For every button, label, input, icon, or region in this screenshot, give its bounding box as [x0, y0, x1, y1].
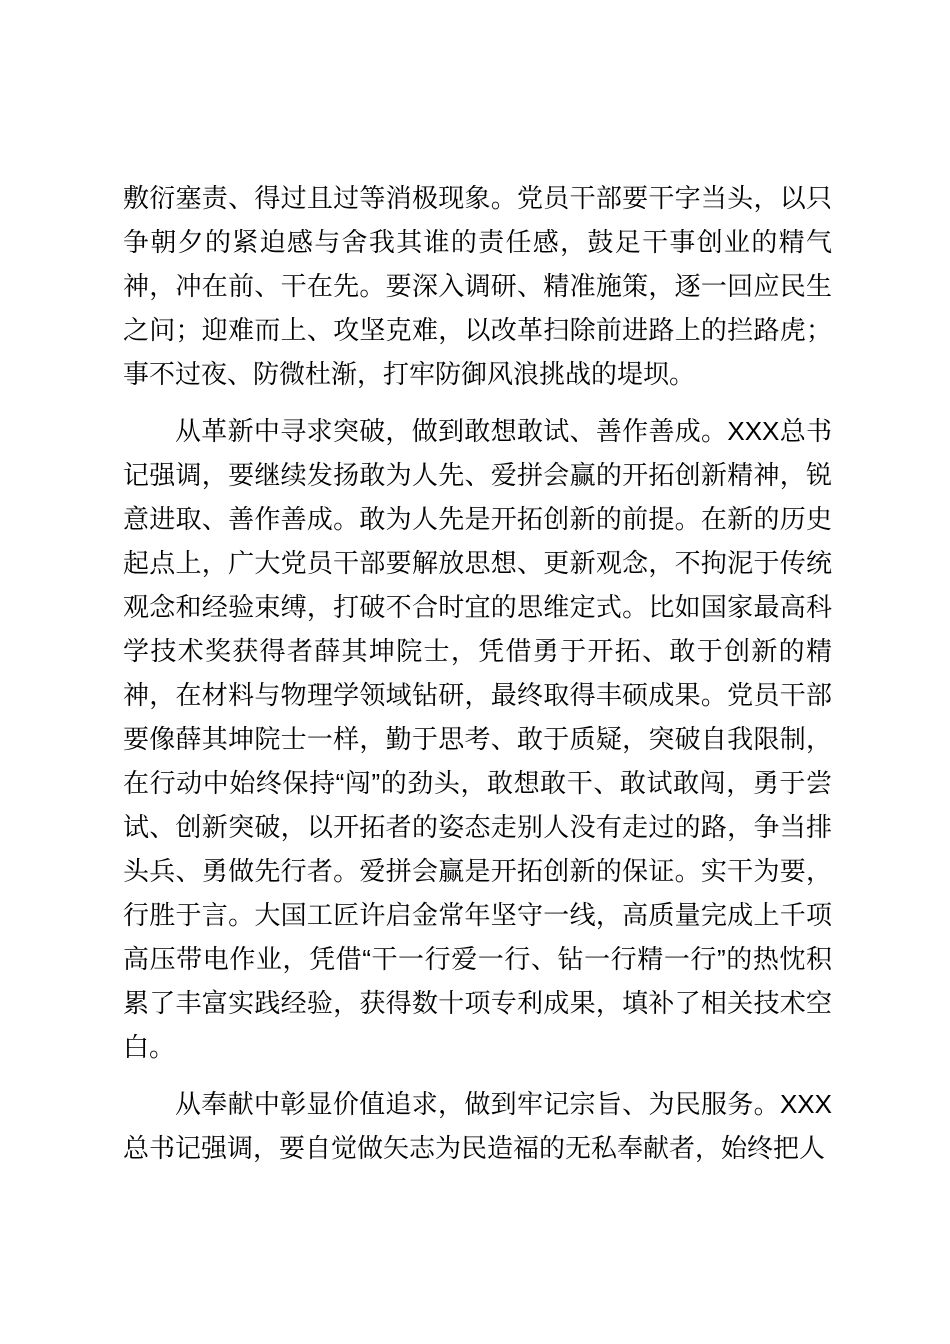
paragraph-1: 敷衍塞责、得过且过等消极现象。党员干部要干字当头，以只争朝夕的紧迫感与舍我其谁的责任感，鼓足干事创业的精气神，冲在前、干在先。要深入调研、精准施策，逐一回应民生之问；迎难而上、攻坚克难，以改革扫除前进路上的拦路虎；事不过夜、防微杜渐，打牢防御风浪挑战的堤坝。	[123, 183, 832, 389]
document-text-block	[123, 176, 832, 1170]
paragraph-3: 从奉献中彰显价值追求，做到牢记宗旨、为民服务。XXX总书记强调，要自觉做矢志为民造福的无私奉献者，始终把人	[123, 1089, 832, 1163]
paragraph-2: 从革新中寻求突破，做到敢想敢试、善作善成。XXX总书记强调，要继续发扬敢为人先、爱拼会赢的开拓创新精神，锐意进取、善作善成。敢为人先是开拓创新的前提。在新的历史起点上，广大党员干部要解放思想、更新观念，不拘泥于传统观念和经验束缚，打破不合时宜的思维定式。比如国家最高科学技术奖获得者薛其坤院士，凭借勇于开拓、敢于创新的精神，在材料与物理学领域钻研，最终取得丰硕成果。党员干部要像薛其坤院士一样，勤于思考、敢于质疑，突破自我限制，在行动中始终保持“闯”的劲头，敢想敢干、敢试敢闯，勇于尝试、创新突破，以开拓者的姿态走别人没有走过的路，争当排头兵、勇做先行者。爱拼会赢是开拓创新的保证。实干为要，行胜于言。大国工匠许启金常年坚守一线，高质量完成上千项高压带电作业，凭借“干一行爱一行、钻一行精一行”的热忱积累了丰富实践经验，获得数十项专利成果，填补了相关技术空白。	[123, 416, 832, 1062]
